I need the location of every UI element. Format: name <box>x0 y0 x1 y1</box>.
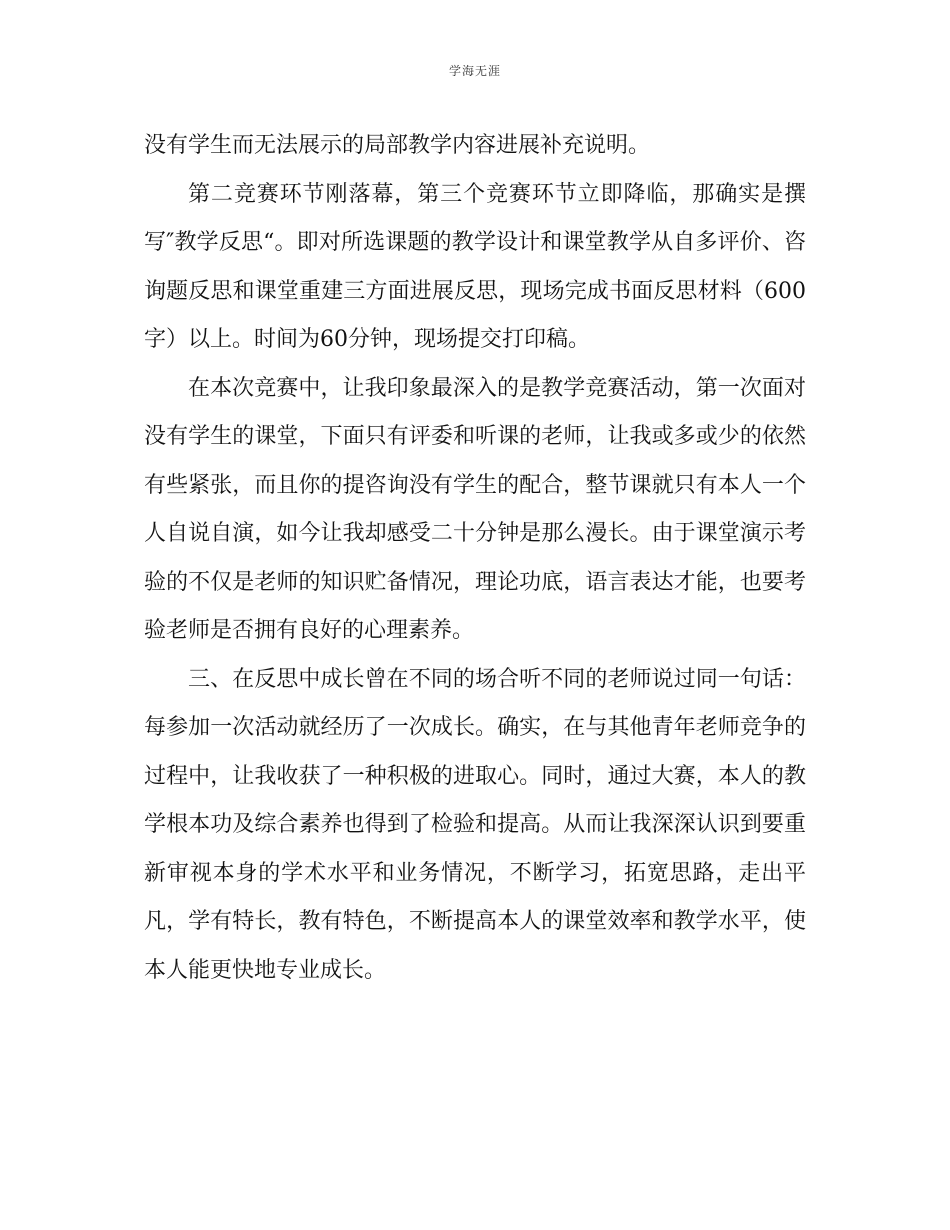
page-header: 学海无涯 <box>448 64 501 78</box>
document-body <box>144 122 806 995</box>
paragraph: 没有学生而无法展示的局部教学内容进展补充说明。 <box>144 133 651 158</box>
paragraph: 三、在反思中成长曾在不同的场合听不同的老师说过同一句话：每参加一次活动就经历了一次成长。确实，在与其他青年老师竞争的过程中，让我收获了一种积极的进取心。同时，通过大赛，本人的教学根本功及综合素养也得到了检验和提高。从而让我深深认识到要重新审视本身的学术水平和业务情况，不断学习，拓宽思路，走出平凡，学有特长，教有特色，不断提高本人的课堂效率和教学水平，使本人能更快地专业成长。 <box>144 666 806 983</box>
paragraph: 第二竞赛环节刚落幕，第三个竞赛环节立即降临，那确实是撰写″教学反思“。即对所选课题的教学设计和课堂教学从自多评价、咨询题反思和课堂重建三方面进展反思，现场完成书面反思材料（600字）以上。时间为60分钟，现场提交打印稿。 <box>144 181 806 352</box>
paragraph: 在本次竞赛中，让我印象最深入的是教学竞赛活动，第一次面对没有学生的课堂，下面只有评委和听课的老师，让我或多或少的依然有些紧张，而且你的提咨询没有学生的配合，整节课就只有本人一个人自说自演，如今让我却感受二十分钟是那么漫长。由于课堂演示考验的不仅是老师的知识贮备情况，理论功底，语言表达才能，也要考验老师是否拥有良好的心理素养。 <box>144 375 806 643</box>
